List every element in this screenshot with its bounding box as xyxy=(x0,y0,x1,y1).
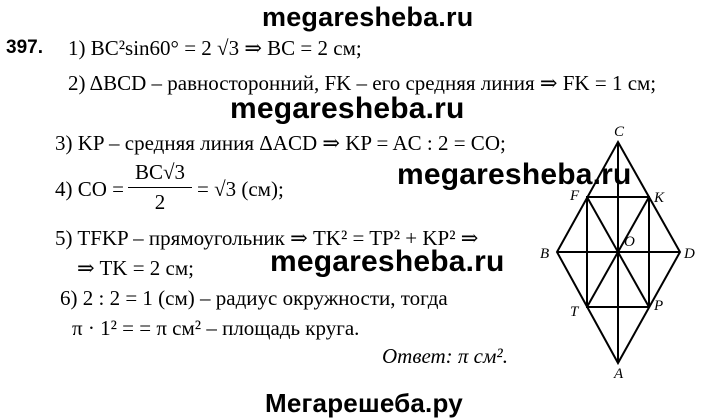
label-f: F xyxy=(570,188,580,204)
label-t: T xyxy=(570,304,579,320)
solution-step-6: 6) 2 : 2 = 1 (см) – радиус окружности, тогда xyxy=(60,286,448,310)
watermark-middle-2: megaresheba.ru xyxy=(397,158,632,191)
watermark-middle-3: megaresheba.ru xyxy=(270,245,505,278)
solution-step-2: 2) ΔBCD – равносторонний, FK – его средняя линия ⇒ FK = 1 см; xyxy=(68,71,657,95)
solution-step-4-fraction xyxy=(128,160,192,215)
watermark-bottom: Мегарешеба.ру xyxy=(265,388,463,418)
fraction-denominator: 2 xyxy=(154,190,166,214)
rhombus-figure xyxy=(520,120,720,380)
watermark-top: megaresheba.ru xyxy=(262,2,474,32)
solution-step-5: 5) TFKP – прямоугольник ⇒ TK² = TP² + KP² ⇒ xyxy=(55,226,479,250)
solution-step-3: 3) KP – средняя линия ΔACD ⇒ KP = AC : 2 = CO; xyxy=(55,131,506,155)
label-a: A xyxy=(614,366,624,380)
label-o: O xyxy=(624,234,635,250)
solution-step-1: 1) BC²sin60° = 2 √3 ⇒ BC = 2 см; xyxy=(68,36,362,60)
problem-number: 397. xyxy=(6,37,43,58)
fraction-numerator: BC√3 xyxy=(128,160,192,188)
label-d: D xyxy=(684,246,695,262)
label-b: B xyxy=(540,246,550,262)
label-p: P xyxy=(654,298,664,314)
label-k: K xyxy=(654,190,665,206)
solution-step-4-left: 4) CO = xyxy=(55,177,125,201)
solution-step-7: π · 1² = = π см² – площадь круга. xyxy=(72,316,360,340)
answer: Ответ: π см². xyxy=(382,344,508,368)
watermark-middle-1: megaresheba.ru xyxy=(230,92,465,125)
solution-step-4-right: = √3 (см); xyxy=(197,177,284,201)
solution-step-5b: ⇒ TK = 2 см; xyxy=(77,256,194,280)
label-c: C xyxy=(614,124,625,140)
